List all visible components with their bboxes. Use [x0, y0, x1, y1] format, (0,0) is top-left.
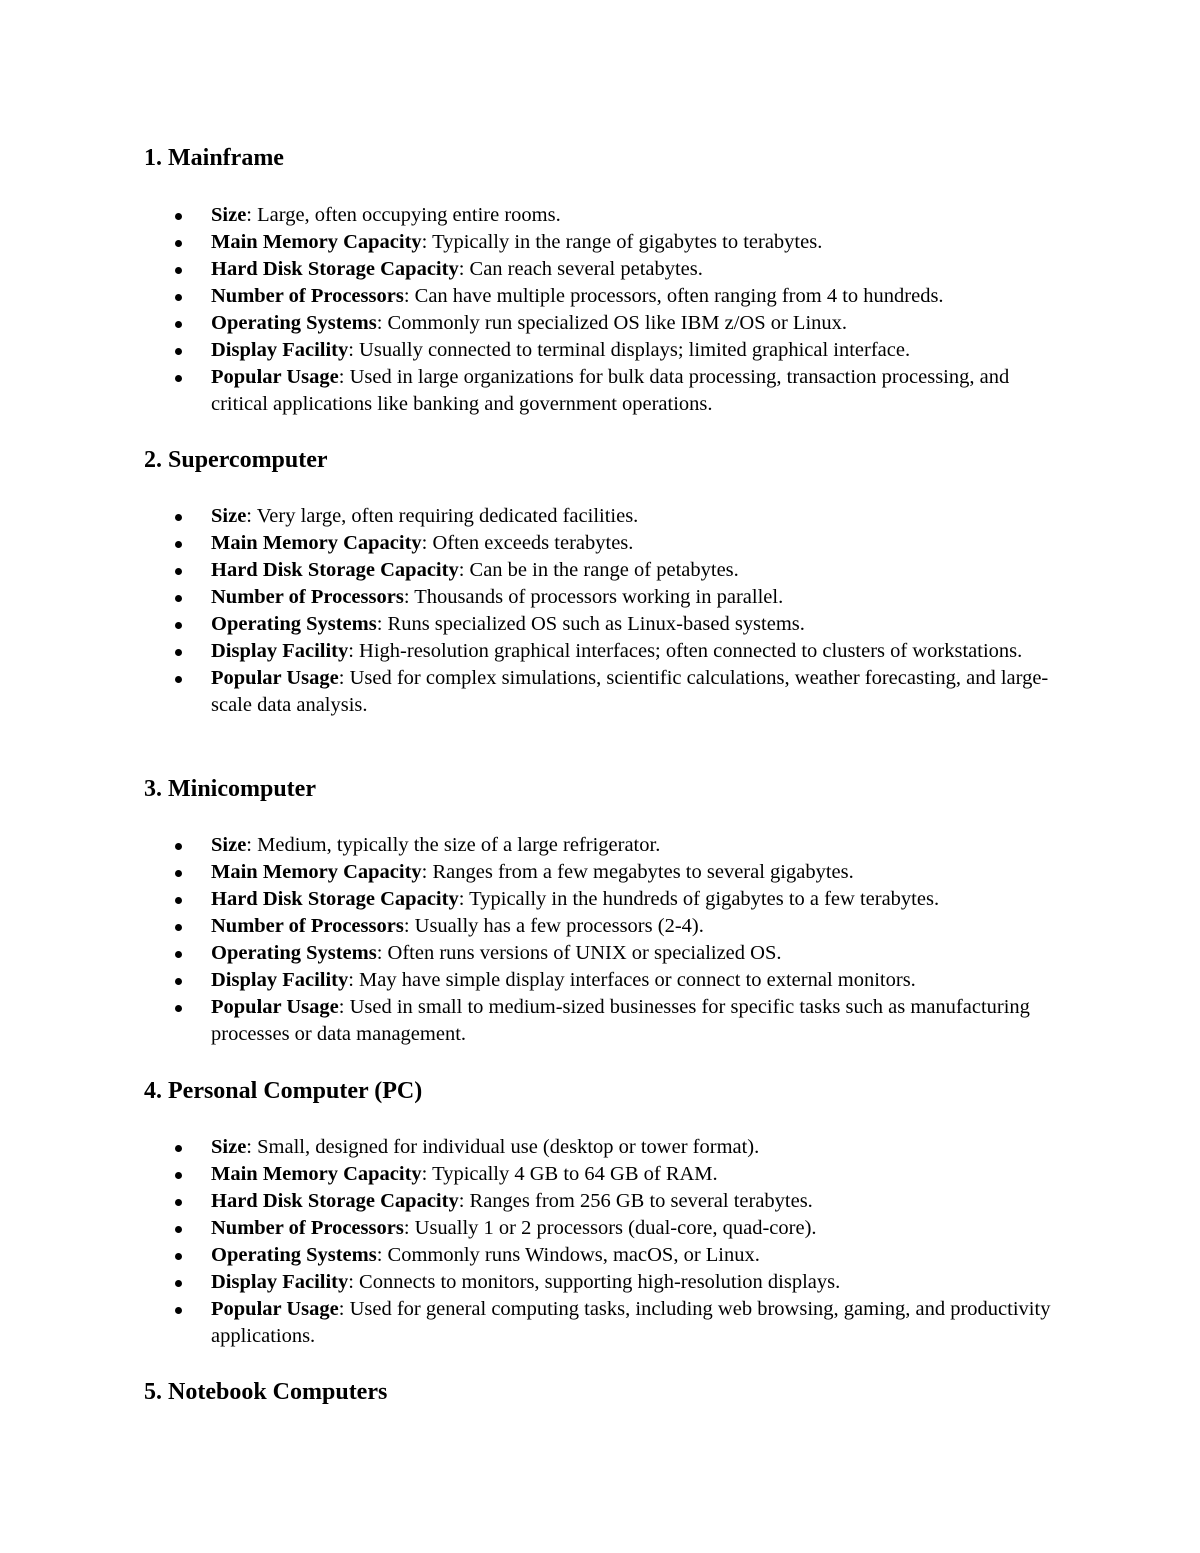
- list-item: Popular Usage: Used in small to medium-sized businesses for specific tasks such as manufacturing processes or data management.: [0, 994, 1071, 1048]
- section-title-personal-computer: 4. Personal Computer (PC): [144, 1078, 423, 1104]
- list-item: Main Memory Capacity: Often exceeds terabytes.: [0, 530, 1071, 557]
- section-title-supercomputer: 2. Supercomputer: [144, 447, 328, 473]
- list-item: Size: Small, designed for individual use (desktop or tower format).: [0, 1134, 1071, 1161]
- bullet-icon: [175, 843, 182, 850]
- bullet-icon: [175, 1280, 182, 1287]
- bullet-icon: [175, 924, 182, 931]
- bullet-icon: [175, 321, 182, 328]
- bullet-icon: [175, 240, 182, 247]
- list-item: Operating Systems: Commonly runs Windows, macOS, or Linux.: [0, 1242, 1071, 1269]
- bullet-icon: [175, 514, 182, 521]
- section-title-mainframe: 1. Mainframe: [144, 145, 284, 171]
- list-item: Number of Processors: Usually has a few processors (2-4).: [0, 913, 1071, 940]
- bullet-icon: [175, 622, 182, 629]
- bullet-icon: [175, 1145, 182, 1152]
- list-item: Main Memory Capacity: Typically 4 GB to 64 GB of RAM.: [0, 1161, 1071, 1188]
- list-item: Number of Processors: Thousands of processors working in parallel.: [0, 584, 1071, 611]
- list-item: Hard Disk Storage Capacity: Ranges from 256 GB to several terabytes.: [0, 1188, 1071, 1215]
- section-title-minicomputer: 3. Minicomputer: [144, 776, 316, 802]
- list-item: Number of Processors: Usually 1 or 2 processors (dual-core, quad-core).: [0, 1215, 1071, 1242]
- list-item: Operating Systems: Commonly run specialized OS like IBM z/OS or Linux.: [0, 310, 1071, 337]
- list-item: Popular Usage: Used for general computing tasks, including web browsing, gaming, and productivity applications.: [0, 1296, 1071, 1350]
- bullet-icon: [175, 595, 182, 602]
- list-item: Hard Disk Storage Capacity: Typically in the hundreds of gigabytes to a few terabytes.: [0, 886, 1071, 913]
- bullet-icon: [175, 978, 182, 985]
- bullet-icon: [175, 568, 182, 575]
- list-item: Operating Systems: Often runs versions of UNIX or specialized OS.: [0, 940, 1071, 967]
- bullet-icon: [175, 897, 182, 904]
- bullet-icon: [175, 1253, 182, 1260]
- bullet-icon: [175, 649, 182, 656]
- bullet-icon: [175, 1172, 182, 1179]
- list-item: Hard Disk Storage Capacity: Can reach several petabytes.: [0, 256, 1071, 283]
- list-item: Size: Large, often occupying entire rooms.: [0, 202, 1071, 229]
- section-title-notebook-computers: 5. Notebook Computers: [144, 1379, 388, 1405]
- list-item: Display Facility: Connects to monitors, supporting high-resolution displays.: [0, 1269, 1071, 1296]
- list-item: Main Memory Capacity: Ranges from a few megabytes to several gigabytes.: [0, 859, 1071, 886]
- spec-list-mainframe: [0, 202, 1200, 418]
- list-item: Operating Systems: Runs specialized OS such as Linux-based systems.: [0, 611, 1071, 638]
- list-item: Display Facility: May have simple display interfaces or connect to external monitors.: [0, 967, 1071, 994]
- bullet-icon: [175, 1307, 182, 1314]
- list-item: Popular Usage: Used for complex simulations, scientific calculations, weather forecasting, and large-scale data analysis.: [0, 665, 1071, 719]
- list-item: Hard Disk Storage Capacity: Can be in the range of petabytes.: [0, 557, 1071, 584]
- bullet-icon: [175, 267, 182, 274]
- bullet-icon: [175, 294, 182, 301]
- list-item: Display Facility: High-resolution graphical interfaces; often connected to clusters of workstations.: [0, 638, 1071, 665]
- list-item: Popular Usage: Used in large organizations for bulk data processing, transaction processing, and critical applications like banking and government operations.: [0, 364, 1071, 418]
- bullet-icon: [175, 1226, 182, 1233]
- list-item: Number of Processors: Can have multiple processors, often ranging from 4 to hundreds.: [0, 283, 1071, 310]
- bullet-icon: [175, 348, 182, 355]
- spec-list-personal-computer: [0, 1134, 1200, 1350]
- spec-list-minicomputer: [0, 832, 1200, 1048]
- spec-list-supercomputer: [0, 503, 1200, 719]
- list-item: Size: Medium, typically the size of a large refrigerator.: [0, 832, 1071, 859]
- bullet-icon: [175, 213, 182, 220]
- bullet-icon: [175, 951, 182, 958]
- bullet-icon: [175, 541, 182, 548]
- list-item: Main Memory Capacity: Typically in the range of gigabytes to terabytes.: [0, 229, 1071, 256]
- list-item: Size: Very large, often requiring dedicated facilities.: [0, 503, 1071, 530]
- list-item: Display Facility: Usually connected to terminal displays; limited graphical interface.: [0, 337, 1071, 364]
- bullet-icon: [175, 1199, 182, 1206]
- bullet-icon: [175, 870, 182, 877]
- bullet-icon: [175, 1005, 182, 1012]
- bullet-icon: [175, 676, 182, 683]
- bullet-icon: [175, 375, 182, 382]
